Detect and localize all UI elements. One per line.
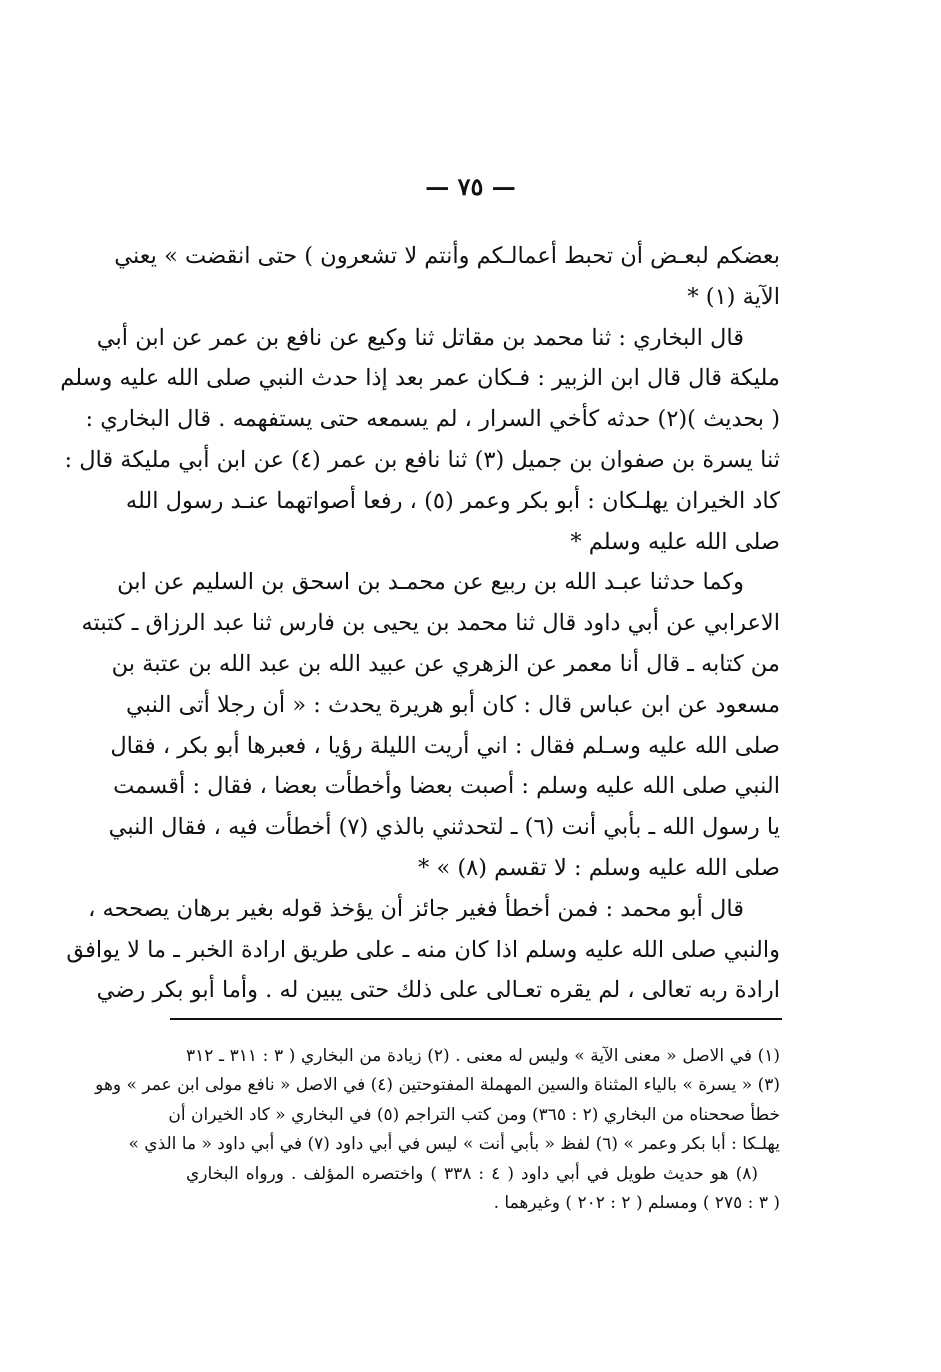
footnote-line: (٣) « يسرة » بالياء المثناة والسين المهملة المفتوحتين (٤) في الاصل « نافع مولى ابن عمر » وهو (95, 1075, 780, 1096)
paragraph (60, 318, 780, 563)
footnotes (95, 1042, 780, 1218)
footnote-line: (٨) هو حديث طويل في أبي داود ( ٤ : ٣٣٨ ) واختصره المؤلف . ورواه البخاري (186, 1163, 758, 1184)
text-line: والنبي صلى الله عليه وسلم اذا كان منه ـ على طريق ارادة الخبر ـ ما لا يوافق (66, 936, 780, 963)
page-number: — ٧٥ — (425, 172, 516, 201)
text-line: ارادة ربه تعالى ، لم يقره تعـالى على ذلك حتى يبين له . وأما أبو بكر رضي (96, 977, 780, 1004)
text-line: وكما حدثنا عبـد الله بن ربيع عن محمـد بن اسحق بن السليم عن ابن (117, 569, 744, 596)
text-line: مسعود عن ابن عباس قال : كان أبو هريرة يحدث : « أن رجلا أتى النبي (126, 691, 780, 718)
text-line: ( بحديث )(٢) حدثه كأخي السرار ، لم يسمعه حتى يستفهمه . قال البخاري : (85, 406, 780, 433)
text-line: من كتابه ـ قال أنا معمر عن الزهري عن عبيد الله بن عبد الله بن عتبة بن (111, 650, 780, 677)
text-line: مليكة قال قال ابن الزبير : فـكان عمر بعد إذا حدث النبي صلى الله عليه وسلم (60, 365, 780, 392)
footnote-line: خطأ صححناه من البخاري (٢ : ٣٦٥) ومن كتب التراجم (٥) في البخاري « كاد الخيران أن (168, 1104, 780, 1125)
text-line: كاد الخيران يهلـكان : أبو بكر وعمر (٥) ، رفعا أصواتهما عنـد رسول الله (125, 487, 780, 514)
footnote-line: يهلـكا : أبا بكر وعمر » (٦) لفظ « بأبي أنت » ليس في أبي داود (٧) في أبي داود « ما الذي » (128, 1134, 780, 1155)
footnote-line: (١) في الاصل « معنى الآية » وليس له معنى . (٢) زيادة من البخاري ( ٣ : ٣١١ ـ ٣١٢ (186, 1046, 780, 1066)
footnote-line: ( ٣ : ٢٧٥ ) ومسلم ( ٢ : ٢٠٢ ) وغيرهما . (493, 1193, 780, 1214)
text-line: صلى الله عليه وسلم * (570, 528, 780, 555)
text-line: الآية (١) * (687, 283, 780, 310)
text-line: صلى الله عليه وسلم : لا تقسم (٨) » * (418, 854, 780, 881)
text-line: صلى الله عليه وسـلم فقال : اني أريت الليلة رؤيا ، فعبرها أبو بكر ، فقال (110, 732, 780, 759)
text-line: ثنا يسرة بن صفوان بن جميل (٣) ثنا نافع بن عمر (٤) عن ابن أبي مليكة قال : (64, 446, 780, 473)
text-line: يا رسول الله ـ بأبي أنت (٦) ـ لتحدثني بالذي (٧) أخطأت فيه ، فقال النبي (108, 814, 780, 841)
text-line: الاعرابي عن أبي داود قال ثنا محمد بن يحيى بن فارس ثنا عبد الرزاق ـ كتبته (81, 610, 780, 637)
text-line: بعضكم لبعـض أن تحبط أعمالـكم وأنتم لا تشعرون ) حتى انقضت » يعني (114, 243, 780, 269)
footnote-separator (170, 1018, 782, 1020)
text-line: قال أبو محمد : فمن أخطأ فغير جائز أن يؤخذ قوله بغير برهان يصححه ، (88, 895, 744, 922)
paragraph (81, 562, 780, 888)
text-line: النبي صلى الله عليه وسلم : أصبت بعضا وأخطأت بعضا ، فقال : أقسمت (113, 773, 780, 800)
paragraph (66, 889, 780, 1011)
paragraph (114, 236, 780, 318)
text-line: قال البخاري : ثنا محمد بن مقاتل ثنا وكيع عن نافع بن عمر عن ابن أبي (96, 324, 744, 351)
main-text (60, 236, 780, 1011)
